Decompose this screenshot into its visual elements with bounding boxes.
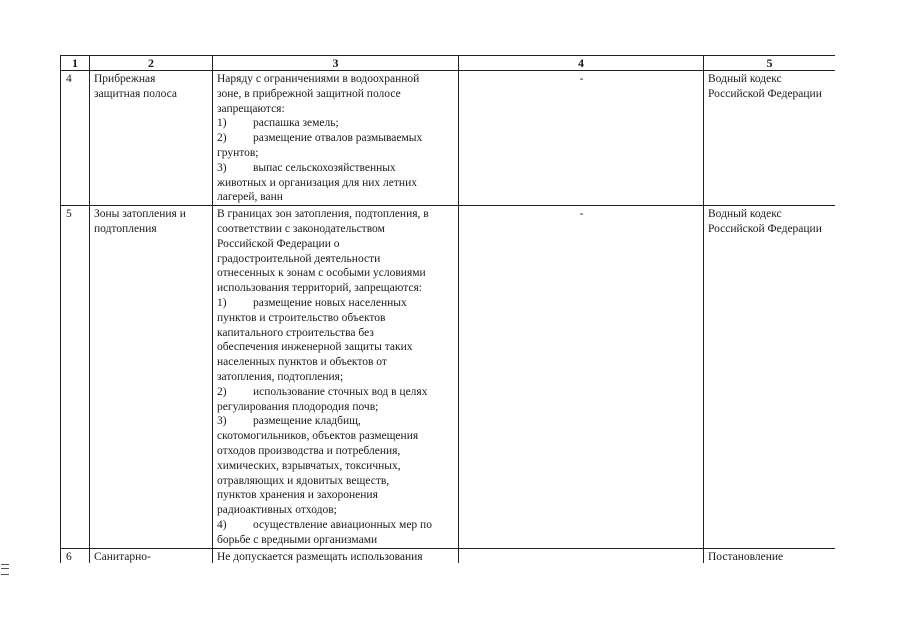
table-row [61,71,836,206]
restriction-item-line [217,131,455,146]
restriction-item-line: затопления, подтопления; [217,370,344,383]
restrictions-cell [213,71,459,206]
restriction-item-number: 1) [217,296,227,309]
restriction-item-line: отравляющих и ядовитых веществ, [217,474,390,487]
restriction-item-line [217,296,455,311]
legal-source-line: Российской Федерации [708,87,822,100]
restriction-item-line [217,161,455,176]
table-row [61,206,836,548]
zone-name-cell [90,71,213,206]
margin-mark [1,564,9,575]
table-row [61,548,836,563]
header-col-1: 1 [61,56,90,71]
restriction-intro-line: использования территорий, запрещаются: [217,282,422,295]
row-number: 4 [61,71,90,206]
restriction-item-line: пунктов хранения и захоронения [217,489,378,502]
restriction-item-line: животных и организация для них летних [217,176,417,189]
restriction-item-line: лагерей, ванн [217,191,283,204]
column-4-cell: - [459,206,704,548]
restriction-item-line [217,116,455,131]
legal-source-line: Водный кодекс [708,208,782,221]
restriction-intro-line: запрещаются: [217,102,285,115]
restriction-item-text: осуществление авиационных мер по [253,518,432,531]
zone-name-line: Зоны затопления и [94,208,186,221]
restriction-item-line: борьбе с вредными организмами [217,533,378,546]
restriction-intro-line: Российской Федерации о [217,237,340,250]
legal-source-cell [704,548,836,563]
restriction-item-number: 1) [217,117,227,130]
header-col-5: 5 [704,56,836,71]
header-col-2: 2 [90,56,213,71]
restriction-item-text: использование сточных вод в целях [253,385,428,398]
restriction-item-line: регулирования плодородия почв; [217,400,379,413]
column-4-cell: - [459,71,704,206]
zone-name-cell [90,548,213,563]
restriction-item-line: капитального строительства без [217,326,374,339]
restriction-item-line: радиоактивных отходов; [217,504,337,517]
zone-name-line: подтопления [94,222,157,235]
restriction-intro-line: Наряду с ограничениями в водоохранной [217,73,420,85]
regulations-table-area [60,55,835,563]
restriction-item-line: грунтов; [217,146,259,159]
restriction-item-line: населенных пунктов и объектов от [217,356,387,369]
restriction-item-line [217,518,455,533]
restriction-item-line: химических, взрывчатых, токсичных, [217,459,401,472]
table-body [61,71,836,564]
restriction-item-text: распашка земель; [253,117,339,130]
restriction-item-text: размещение новых населенных [253,296,407,309]
zone-name-cell [90,206,213,548]
restriction-item-text: размещение отвалов размываемых [253,132,423,145]
legal-source-cell [704,71,836,206]
restriction-intro-line: Не допускается размещать использования [217,550,423,563]
header-col-4: 4 [459,56,704,71]
zone-name-line: защитная полоса [94,87,177,100]
restriction-item-text: размещение кладбищ, [253,415,361,428]
restriction-intro-line: В границах зон затопления, подтопления, в [217,208,429,221]
restriction-intro-line: соответствии с законодательством [217,222,385,235]
zone-name-line: Санитарно- [94,550,151,563]
restriction-item-line: скотомогильников, объектов размещения [217,430,419,443]
row-number: 5 [61,206,90,548]
restriction-item-line [217,414,455,429]
restriction-item-number: 2) [217,132,227,145]
restrictions-cell [213,206,459,548]
restriction-item-number: 3) [217,415,227,428]
restrictions-cell [213,548,459,563]
restriction-item-line: обеспечения инженерной защиты таких [217,341,413,354]
zone-name-line: Прибрежная [94,73,156,85]
restriction-intro-line: зоне, в прибрежной защитной полосе [217,87,401,100]
restriction-item-line: пунктов и строительство объектов [217,311,386,324]
restriction-item-line: отходов производства и потребления, [217,444,401,457]
restriction-item-line [217,385,455,400]
legal-source-cell [704,206,836,548]
row-number: 6 [61,548,90,563]
restriction-item-number: 4) [217,518,227,531]
column-4-cell [459,548,704,563]
restriction-item-text: выпас сельскохозяйственных [253,161,396,174]
restriction-item-number: 2) [217,385,227,398]
header-col-3: 3 [213,56,459,71]
legal-source-line: Постановление [708,550,784,563]
legal-source-line: Водный кодекс [708,73,782,85]
restriction-item-number: 3) [217,161,227,174]
restriction-intro-line: градостроительной деятельности [217,252,381,265]
header-row [61,56,836,71]
regulations-table [60,55,835,563]
legal-source-line: Российской Федерации [708,222,822,235]
restriction-intro-line: отнесенных к зонам с особыми условиями [217,267,426,280]
